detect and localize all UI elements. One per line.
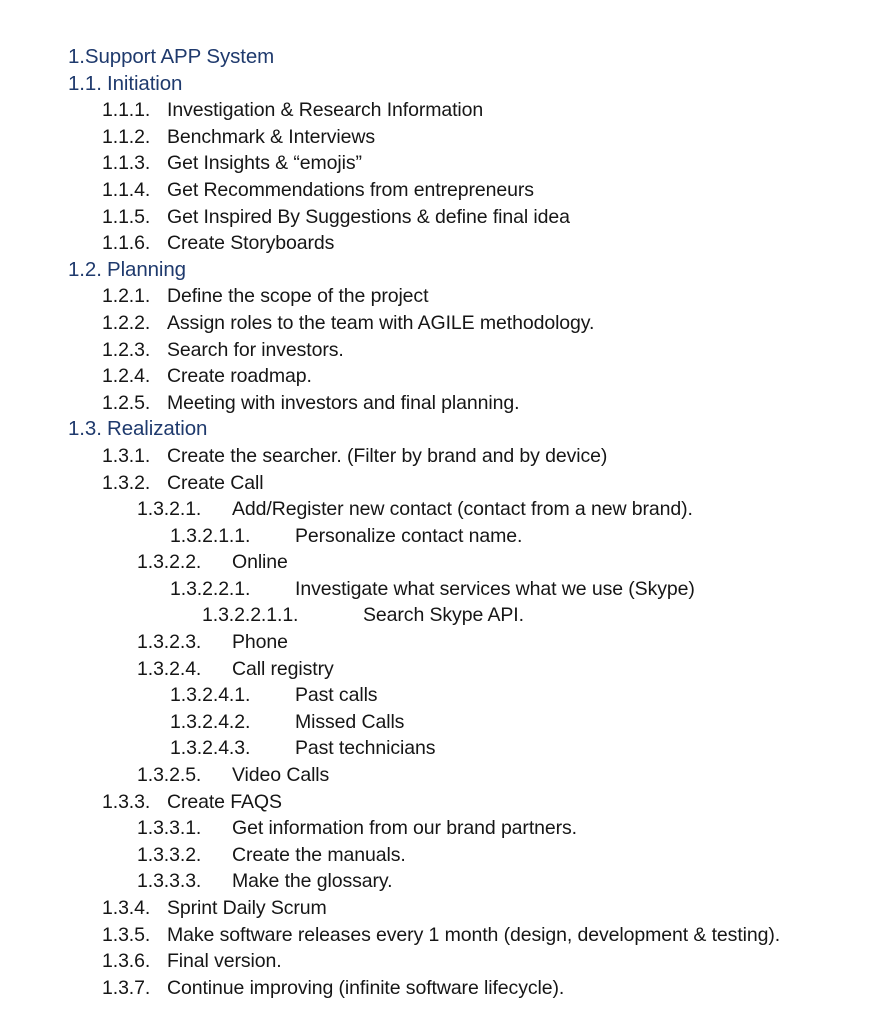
- outline-item-text: Get information from our brand partners.: [232, 817, 577, 840]
- outline-item-text: Get Insights & “emojis”: [167, 152, 362, 175]
- outline-item: [170, 709, 860, 736]
- outline-item-text: Create Call: [167, 471, 264, 494]
- outline-item-text: Continue improving (infinite software lifecycle).: [167, 976, 565, 999]
- outline-item-number: 1.3.4.: [102, 897, 151, 919]
- outline-item-number: 1.1.5.: [102, 205, 151, 228]
- outline-item: [202, 602, 860, 629]
- outline-item: [102, 177, 860, 204]
- outline-item-number: 1.3.7.: [102, 976, 151, 999]
- outline-item-text: Benchmark & Interviews: [167, 125, 376, 148]
- outline-item-text: Video Calls: [232, 764, 330, 787]
- outline-item: [137, 629, 860, 656]
- outline-item-text: Assign roles to the team with AGILE methodology.: [167, 311, 595, 334]
- outline-item-text: Investigate what services what we use (Skype): [295, 577, 695, 600]
- outline-item-text: Personalize contact name.: [295, 524, 523, 547]
- outline-item: [102, 97, 860, 124]
- outline-item-text: Investigation & Research Information: [167, 99, 484, 122]
- outline-item-number: 1.1.1.: [102, 99, 151, 122]
- outline-item: [102, 150, 860, 177]
- outline-item-text: Planning: [107, 257, 186, 281]
- outline-item: [137, 496, 860, 523]
- outline-item: [102, 230, 860, 257]
- outline-item-text: Add/Register new contact (contact from a new brand).: [232, 498, 693, 521]
- outline-item: [137, 762, 860, 789]
- outline-item-number: 1.3.2.3.: [137, 631, 202, 654]
- outline-item-text: Search Skype API.: [363, 604, 524, 627]
- outline-item-number: 1.1.2.: [102, 125, 151, 148]
- outline-heading: [68, 416, 860, 443]
- outline-item: [170, 576, 860, 603]
- outline-item: [137, 549, 860, 576]
- outline-item: [102, 390, 860, 417]
- outline-item-text: Call registry: [232, 657, 334, 680]
- outline-item-text: Initiation: [107, 71, 183, 95]
- outline-item-number: 1.3.1.: [102, 444, 151, 467]
- outline-heading: [68, 257, 860, 284]
- outline-item-text: Create the manuals.: [232, 843, 406, 866]
- outline-item: [102, 922, 860, 949]
- outline-item-text: Make software releases every 1 month (design, development & testing).: [167, 923, 781, 946]
- outline-item: [137, 868, 860, 895]
- outline-item-text: Search for investors.: [167, 338, 344, 361]
- outline-item-text: Past technicians: [295, 737, 436, 760]
- outline-item-text: Make the glossary.: [232, 870, 393, 893]
- outline-item: [102, 443, 860, 470]
- outline-item-number: 1.3.2.1.: [137, 498, 202, 521]
- outline-list: [68, 44, 860, 1001]
- outline-item-text: Create the searcher. (Filter by brand and by device): [167, 444, 608, 467]
- outline-heading: [68, 44, 860, 71]
- outline-item-text: Meeting with investors and final planning.: [167, 391, 520, 414]
- outline-item: [102, 895, 860, 922]
- outline-item-text: Create roadmap.: [167, 365, 312, 388]
- outline-item-number: 1.3.6.: [102, 950, 151, 973]
- outline-item: [102, 204, 860, 231]
- outline-item-number: 1.2.1.: [102, 285, 151, 308]
- outline-item-number: 1.3.2.1.1.: [170, 524, 251, 547]
- outline-item-number: 1.3.3.2.: [137, 843, 202, 866]
- outline-item-number: 1.3.2.: [102, 471, 151, 494]
- outline-item: [102, 283, 860, 310]
- outline-item-number: 1.2.3.: [102, 338, 151, 361]
- outline-item-text: Support APP System: [84, 45, 275, 68]
- outline-item-number: 1.: [68, 45, 85, 68]
- outline-item-text: Realization: [107, 417, 208, 441]
- outline-item-number: 1.3.5.: [102, 923, 151, 946]
- outline-item-number: 1.3.3.3.: [137, 870, 202, 893]
- outline-item-text: Online: [232, 551, 288, 574]
- outline-item: [170, 523, 860, 550]
- outline-item-number: 1.2.2.: [102, 311, 151, 334]
- outline-item-number: 1.1.3.: [102, 152, 151, 175]
- outline-item-number: 1.1.6.: [102, 232, 151, 255]
- outline-item-number: 1.3.3.: [102, 790, 151, 813]
- outline-item-text: Get Recommendations from entrepreneurs: [167, 178, 534, 201]
- outline-item-number: 1.3.2.4.: [137, 657, 202, 680]
- outline-item-text: Create FAQS: [167, 790, 282, 813]
- outline-item: [102, 975, 860, 1002]
- outline-item-number: 1.2.4.: [102, 365, 151, 388]
- outline-item-number: 1.3.: [68, 417, 102, 441]
- outline-item-number: 1.2.5.: [102, 391, 151, 414]
- outline-item: [102, 124, 860, 151]
- outline-item: [102, 337, 860, 364]
- outline-heading: [68, 71, 860, 98]
- outline-item: [102, 363, 860, 390]
- outline-item: [137, 815, 860, 842]
- outline-item-number: 1.3.2.4.3.: [170, 737, 251, 760]
- outline-item-number: 1.3.2.2.1.: [170, 577, 251, 600]
- outline-item: [102, 789, 860, 816]
- outline-item-number: 1.1.: [68, 71, 102, 95]
- outline-item-number: 1.3.3.1.: [137, 817, 202, 840]
- outline-item-number: 1.3.2.4.2.: [170, 710, 251, 733]
- outline-item-text: Missed Calls: [295, 710, 405, 733]
- outline-item-text: Phone: [232, 631, 288, 654]
- outline-item: [137, 842, 860, 869]
- outline-item-number: 1.1.4.: [102, 178, 151, 201]
- outline-item-text: Past calls: [295, 684, 378, 707]
- outline-item-text: Define the scope of the project: [167, 285, 429, 308]
- outline-item: [137, 656, 860, 683]
- outline-item-number: 1.3.2.2.1.1.: [202, 604, 299, 627]
- outline-item: [170, 682, 860, 709]
- outline-item: [102, 310, 860, 337]
- outline-item-text: Sprint Daily Scrum: [167, 897, 327, 919]
- outline-item-text: Final version.: [167, 950, 282, 973]
- outline-item-number: 1.3.2.2.: [137, 551, 202, 574]
- outline-item-number: 1.3.2.5.: [137, 764, 202, 787]
- outline-item: [102, 948, 860, 975]
- outline-item: [170, 735, 860, 762]
- outline-item-number: 1.3.2.4.1.: [170, 684, 251, 707]
- outline-item-text: Create Storyboards: [167, 232, 335, 255]
- outline-item-text: Get Inspired By Suggestions & define final idea: [167, 205, 570, 228]
- outline-item: [102, 470, 860, 497]
- outline-item-number: 1.2.: [68, 257, 102, 281]
